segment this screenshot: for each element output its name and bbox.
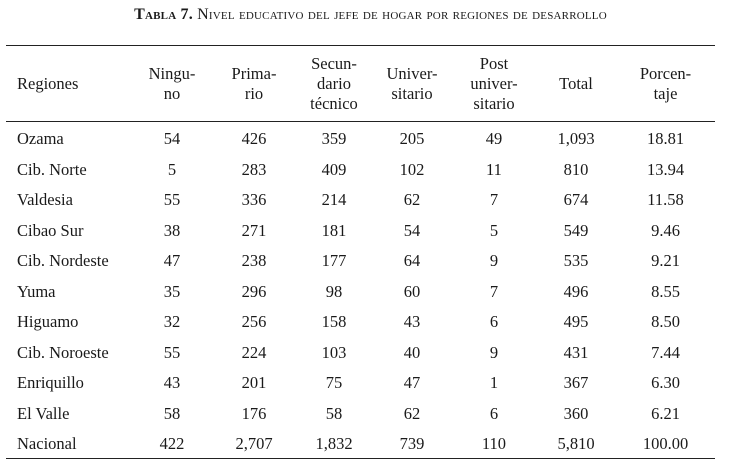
- column-header-line: Post: [479, 53, 509, 73]
- column-header: [296, 46, 372, 121]
- column-header-line: taje: [653, 83, 678, 103]
- table-cell: 409: [321, 159, 347, 179]
- table-cell: 5,810: [557, 434, 595, 454]
- table-cell: 62: [403, 190, 421, 210]
- column-header-line: Porcen-: [639, 63, 692, 83]
- table-cell: 13.94: [646, 159, 685, 179]
- table-cell: 214: [321, 190, 347, 210]
- table-cell: 205: [399, 129, 425, 149]
- education-table: [6, 46, 715, 460]
- region-name-cell: Higuamo: [17, 312, 79, 332]
- column-header-line: técnico: [310, 93, 358, 113]
- column-header-line: sitario: [391, 83, 433, 103]
- table-cell: 47: [403, 373, 421, 393]
- table-cell: 5: [489, 220, 499, 240]
- table-cell: 177: [321, 251, 347, 271]
- region-name-cell: Cib. Noroeste: [17, 342, 109, 362]
- table-cell: 54: [403, 220, 421, 240]
- table-cell: 181: [321, 220, 347, 240]
- table-cell: 1,093: [557, 129, 595, 149]
- column-header: [372, 46, 452, 121]
- table-cell: 110: [481, 434, 507, 454]
- column-header-line: Ningu-: [148, 63, 196, 83]
- table-cell: 271: [241, 220, 267, 240]
- column-header: [6, 46, 132, 121]
- table-row: [6, 185, 715, 216]
- table-cell: 75: [325, 373, 343, 393]
- table-row: [6, 338, 715, 369]
- table-header-row: [6, 46, 715, 121]
- table-row: [6, 368, 715, 399]
- table-cell: 367: [563, 373, 589, 393]
- table-cell: 426: [241, 129, 267, 149]
- column-header-line: univer-: [470, 73, 518, 93]
- table-title: Nivel educativo del jefe de hogar por regiones de desarrollo: [192, 6, 607, 23]
- table-cell: 38: [163, 220, 181, 240]
- table-caption: [0, 6, 741, 24]
- table-cell: 9.46: [651, 220, 680, 240]
- table-cell: 18.81: [646, 129, 685, 149]
- table-cell: 35: [163, 281, 181, 301]
- table-cell: 6: [489, 312, 499, 332]
- column-header: [132, 46, 212, 121]
- table-cell: 49: [485, 129, 503, 149]
- table-cell: 535: [563, 251, 589, 271]
- region-name-cell: Ozama: [17, 129, 64, 149]
- region-name-cell: Nacional: [17, 434, 77, 454]
- region-name-cell: Enriquillo: [17, 373, 84, 393]
- table-cell: 158: [321, 312, 347, 332]
- column-header-line: Secun-: [311, 53, 357, 73]
- table-cell: 201: [241, 373, 267, 393]
- table-cell: 496: [563, 281, 589, 301]
- column-header-line: dario: [317, 73, 351, 93]
- column-header: [452, 46, 536, 121]
- table-cell: 11.58: [647, 190, 684, 210]
- region-name-cell: Yuma: [17, 281, 56, 301]
- table-cell: 100.00: [642, 434, 689, 454]
- table-cell: 43: [403, 312, 421, 332]
- table-cell: 6: [489, 403, 499, 423]
- table-cell: 40: [403, 342, 421, 362]
- table-cell: 431: [563, 342, 589, 362]
- table-cell: 495: [563, 312, 589, 332]
- table-cell: 6.30: [651, 373, 680, 393]
- table-cell: 64: [403, 251, 421, 271]
- table-cell: 11: [486, 159, 502, 179]
- table-cell: 62: [403, 403, 421, 423]
- table-number: Tabla 7.: [134, 6, 193, 23]
- column-header-line: Univer-: [386, 63, 438, 83]
- region-name-cell: Cibao Sur: [17, 220, 84, 240]
- table-cell: 9.21: [651, 251, 680, 271]
- table-row: [6, 216, 715, 247]
- table-row: [6, 399, 715, 430]
- table-cell: 810: [563, 159, 589, 179]
- table-cell: 1: [489, 373, 499, 393]
- table-cell: 422: [159, 434, 185, 454]
- table-cell: 674: [563, 190, 589, 210]
- table-cell: 256: [241, 312, 267, 332]
- table-cell: 8.55: [651, 281, 680, 301]
- table-cell: 60: [403, 281, 421, 301]
- table-cell: 1,832: [315, 434, 353, 454]
- table-cell: 8.50: [651, 312, 680, 332]
- table-row: [6, 277, 715, 308]
- table-cell: 58: [163, 403, 181, 423]
- table-cell: 739: [399, 434, 425, 454]
- table-cell: 2,707: [235, 434, 273, 454]
- table-cell: 7: [489, 281, 499, 301]
- table-cell: 54: [163, 129, 181, 149]
- table-cell: 360: [563, 403, 589, 423]
- table-row: [6, 307, 715, 338]
- table-cell: 296: [241, 281, 267, 301]
- region-name-cell: El Valle: [17, 403, 70, 423]
- table-cell: 55: [163, 342, 181, 362]
- table-cell: 176: [241, 403, 267, 423]
- table-cell: 47: [163, 251, 181, 271]
- column-header-line: sitario: [473, 93, 515, 113]
- column-header-line: no: [163, 83, 181, 103]
- table-cell: 9: [489, 342, 499, 362]
- table-cell: 5: [167, 159, 177, 179]
- table-cell: 98: [325, 281, 343, 301]
- table-cell: 359: [321, 129, 347, 149]
- column-header: [616, 46, 715, 121]
- column-header-line: Regiones: [17, 73, 79, 93]
- table-row: [6, 246, 715, 277]
- region-name-cell: Cib. Nordeste: [17, 251, 109, 271]
- table-cell: 7.44: [651, 342, 680, 362]
- table-cell: 549: [563, 220, 589, 240]
- table-cell: 6.21: [651, 403, 680, 423]
- table-row: [6, 429, 715, 460]
- table-cell: 55: [163, 190, 181, 210]
- table-row: [6, 121, 715, 155]
- region-name-cell: Valdesia: [17, 190, 73, 210]
- table-cell: 43: [163, 373, 181, 393]
- table-cell: 283: [241, 159, 267, 179]
- table-cell: 102: [399, 159, 425, 179]
- table-body: [6, 121, 715, 460]
- table-row: [6, 155, 715, 186]
- column-header-line: Prima-: [231, 63, 277, 83]
- region-name-cell: Cib. Norte: [17, 159, 87, 179]
- table-cell: 103: [321, 342, 347, 362]
- column-header-line: rio: [244, 83, 264, 103]
- column-header: [536, 46, 616, 121]
- column-header: [212, 46, 296, 121]
- table-cell: 9: [489, 251, 499, 271]
- table-cell: 7: [489, 190, 499, 210]
- table-cell: 336: [241, 190, 267, 210]
- table-cell: 224: [241, 342, 267, 362]
- table-cell: 238: [241, 251, 267, 271]
- column-header-line: Total: [559, 73, 593, 93]
- table-cell: 58: [325, 403, 343, 423]
- table-cell: 32: [163, 312, 181, 332]
